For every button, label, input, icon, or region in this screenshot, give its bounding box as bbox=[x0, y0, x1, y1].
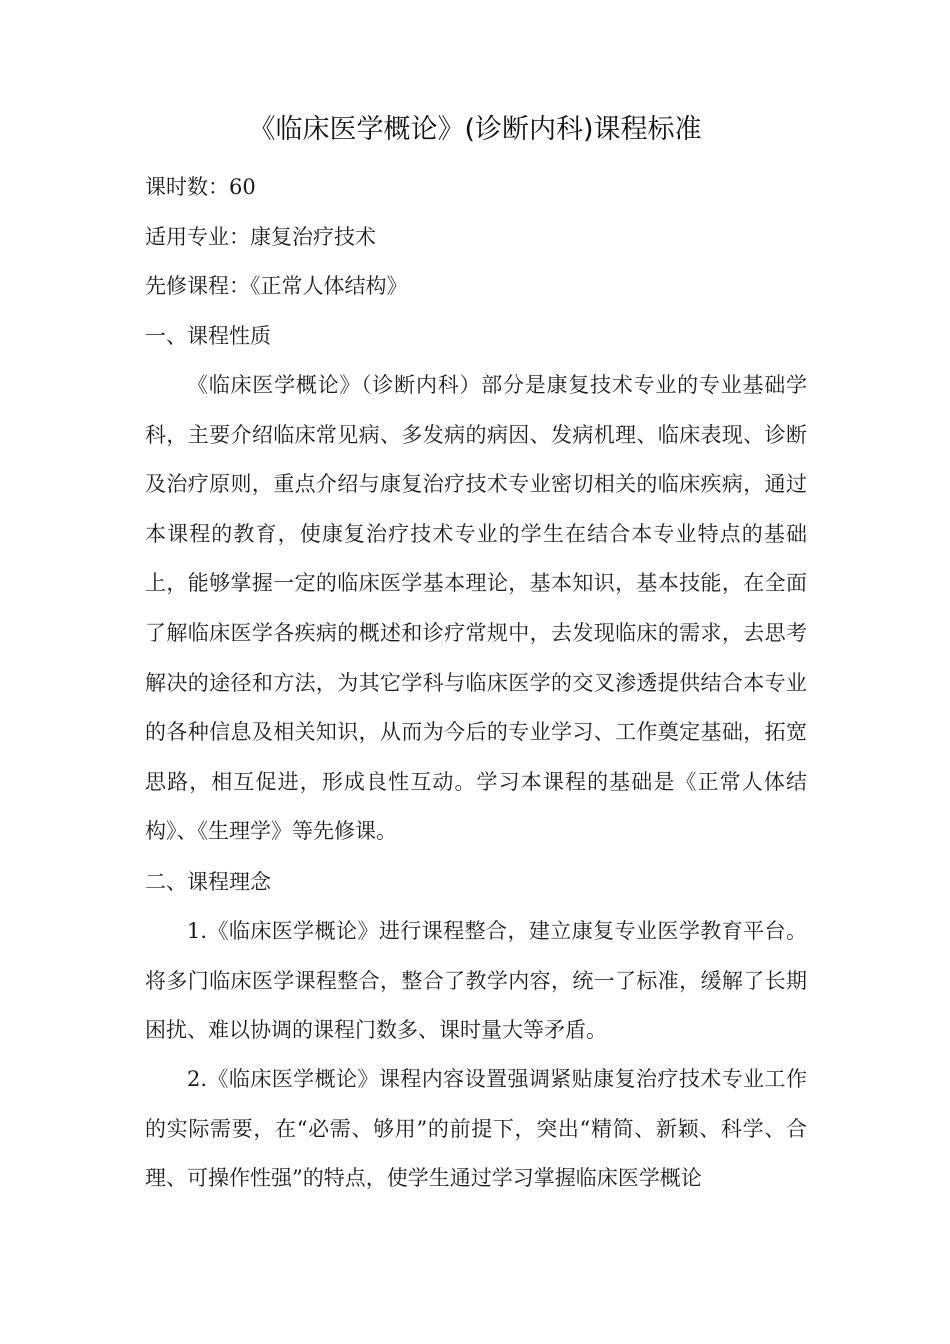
document-title: 《临床医学概论》(诊断内科)课程标准 bbox=[248, 114, 702, 145]
paragraph-course-nature: 《临床医学概论》（诊断内科）部分是康复技术专业的专业基础学科，主要介绍临床常见病、多发病的病因、发病机理、临床表现、诊断及治疗原则，重点介绍与康复治疗技术专业密切相关的临床疾病，通过本课程的教育，使康复治疗技术专业的学生在结合本专业特点的基础上，能够掌握一定的临床医学基本理论，基本知识，基本技能，在全面了解临床医学各疾病的概述和诊疗常规中，去发现临床的需求，去思考解决的途径和方法，为其它学科与临床医学的交叉渗透提供结合本专业的各种信息及相关知识，从而为今后的专业学习、工作奠定基础，拓宽思路，相互促进，形成良性互动。学习本课程的基础是《正常人体结构》、《生理学》等先修课。 bbox=[145, 373, 807, 844]
paragraph-philosophy-1: 1.《临床医学概论》进行课程整合，建立康复专业医学教育平台。将多门临床医学课程整合，整合了教学内容，统一了标准，缓解了长期困扰、难以协调的课程门数多、课时量大等矛盾。 bbox=[145, 919, 807, 1043]
paragraph-philosophy-2: 2.《临床医学概论》课程内容设置强调紧贴康复治疗技术专业工作的实际需要，在“必需、够用”的前提下，突出“精简、新颖、科学、合理、可操作性强”的特点，使学生通过学习掌握临床医学概论 bbox=[145, 1067, 807, 1191]
applicable-major: 适用专业：康复治疗技术 bbox=[145, 225, 376, 249]
course-hours: 课时数：60 bbox=[145, 175, 256, 199]
prerequisite-course: 先修课程：《正常人体结构》 bbox=[145, 274, 408, 298]
section-heading-philosophy: 二、课程理念 bbox=[145, 870, 271, 894]
section-heading-nature: 一、课程性质 bbox=[145, 324, 271, 348]
